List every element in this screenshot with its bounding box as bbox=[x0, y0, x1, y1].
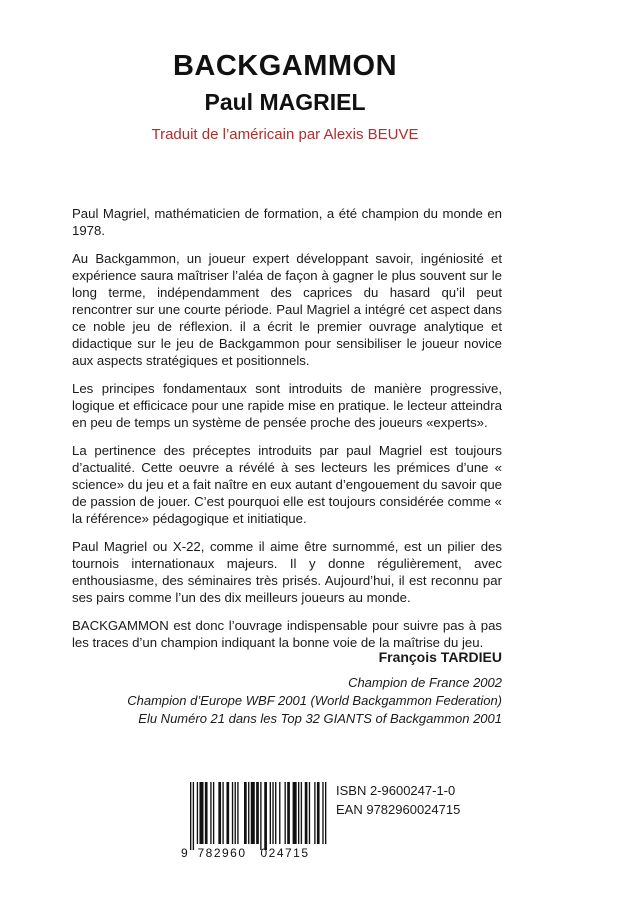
credit-line: Champion de France 2002 bbox=[348, 675, 502, 690]
barcode-bar bbox=[248, 782, 249, 844]
barcode-bar bbox=[285, 782, 286, 844]
signature-credits bbox=[127, 674, 502, 728]
barcode-bar bbox=[235, 782, 236, 844]
barcode-bar bbox=[256, 782, 259, 844]
barcode-bar bbox=[309, 782, 310, 844]
barcode-bar bbox=[293, 782, 297, 844]
barcode-bar bbox=[305, 782, 308, 844]
barcode-bar bbox=[298, 782, 299, 844]
barcode-bar bbox=[213, 782, 214, 844]
barcode-bar bbox=[210, 782, 211, 844]
barcode-bar bbox=[272, 782, 273, 844]
barcode-bar bbox=[301, 782, 302, 844]
barcode-bar bbox=[222, 782, 223, 844]
barcode-bar bbox=[199, 782, 203, 844]
barcode-digit-left: 782960 bbox=[197, 846, 247, 860]
barcode-bar bbox=[218, 782, 221, 844]
blurb-paragraph: Paul Magriel, mathématicien de formation, a été champion du monde en 1978. bbox=[72, 206, 502, 238]
signature-name: François TARDIEU bbox=[378, 649, 502, 665]
barcode-bar bbox=[287, 782, 290, 844]
blurb-paragraph: Au Backgammon, un joueur expert développant savoir, ingéniosité et expérience saura maîtriser l’aléa de façon à gagner le plus souvent sur le long terme, indépendamment des caprices du hasard qu’il peut rencontrer sur une courte période. Paul Magriel a intégré cet aspect dans ce noble jeu de réflexion. il a écrit le premier ouvrage analytique et didactique sur le jeu de Backgammon pour sensibiliser le joueur novice aux aspects stratégiques et positionnels. bbox=[72, 251, 502, 368]
blurb-paragraph: La pertinence des préceptes introduits par paul Magriel est toujours d’actualité. Cette oeuvre a révélé à ses lecteurs les prémices d’une « science» du jeu et a fait naître en eux autant d’engouement du savoir que de passion de jouer. C’est pourquoi elle est toujours considérée comme « la référence» pédagogique et initiatique. bbox=[72, 443, 502, 526]
barcode-bar bbox=[193, 782, 194, 850]
isbn-number: ISBN 2-9600247-1-0 bbox=[336, 783, 456, 798]
blurb-text bbox=[72, 205, 502, 662]
isbn-block bbox=[336, 781, 460, 819]
barcode-bar bbox=[205, 782, 208, 844]
ean-barcode bbox=[178, 780, 328, 860]
barcode-bar bbox=[317, 782, 320, 844]
barcode-bar bbox=[251, 782, 255, 844]
translator-credit: Traduit de l’américain par Alexis BEUVE bbox=[151, 126, 419, 143]
barcode-bar bbox=[264, 782, 267, 850]
barcode-bar bbox=[322, 782, 323, 844]
barcode-bar bbox=[232, 782, 233, 844]
barcode-bar bbox=[270, 782, 271, 844]
barcode-bar bbox=[325, 782, 326, 844]
barcode-digit-right: 024715 bbox=[260, 846, 310, 860]
barcode-bar bbox=[197, 782, 198, 844]
barcode-bar bbox=[237, 782, 238, 844]
credit-line: Champion d’Europe WBF 2001 (World Backgammon Federation) bbox=[127, 693, 502, 708]
credit-line: Elu Numéro 21 dans les Top 32 GIANTS of Backgammon 2001 bbox=[138, 711, 502, 726]
barcode-bar bbox=[260, 782, 261, 850]
barcode-bar bbox=[226, 782, 229, 844]
barcode-digit-lead: 9 bbox=[181, 846, 188, 860]
barcode-bar bbox=[279, 782, 280, 844]
barcode-bar bbox=[190, 782, 191, 850]
book-author: Paul MAGRIEL bbox=[204, 89, 366, 115]
barcode-bar bbox=[244, 782, 247, 844]
barcode-graphic bbox=[178, 780, 328, 860]
blurb-paragraph: Paul Magriel ou X-22, comme il aime être surnommé, est un pilier des tournois internationaux majeurs. Il y donne régulièrement, avec enthousiasme, des séminaires très prisés. Aujourd’hui, il est reconnu par ses pairs comme l’un des dix meilleurs joueurs au monde. bbox=[72, 539, 502, 605]
barcode-bar bbox=[314, 782, 315, 844]
book-title: BACKGAMMON bbox=[172, 50, 398, 82]
ean-number: EAN 9782960024715 bbox=[336, 802, 461, 817]
blurb-paragraph: BACKGAMMON est donc l’ouvrage indispensable pour suivre pas à pas les traces d’un champion indiquant la bonne voie de la maîtrise du jeu. bbox=[72, 618, 502, 650]
blurb-paragraph: Les principes fondamentaux sont introduits de manière progressive, logique et efficicace pour une rapide mise en pratique. le lecteur atteindra en peu de temps un système de pensée proche des joueurs «experts». bbox=[72, 381, 502, 430]
barcode-bar bbox=[275, 782, 276, 844]
